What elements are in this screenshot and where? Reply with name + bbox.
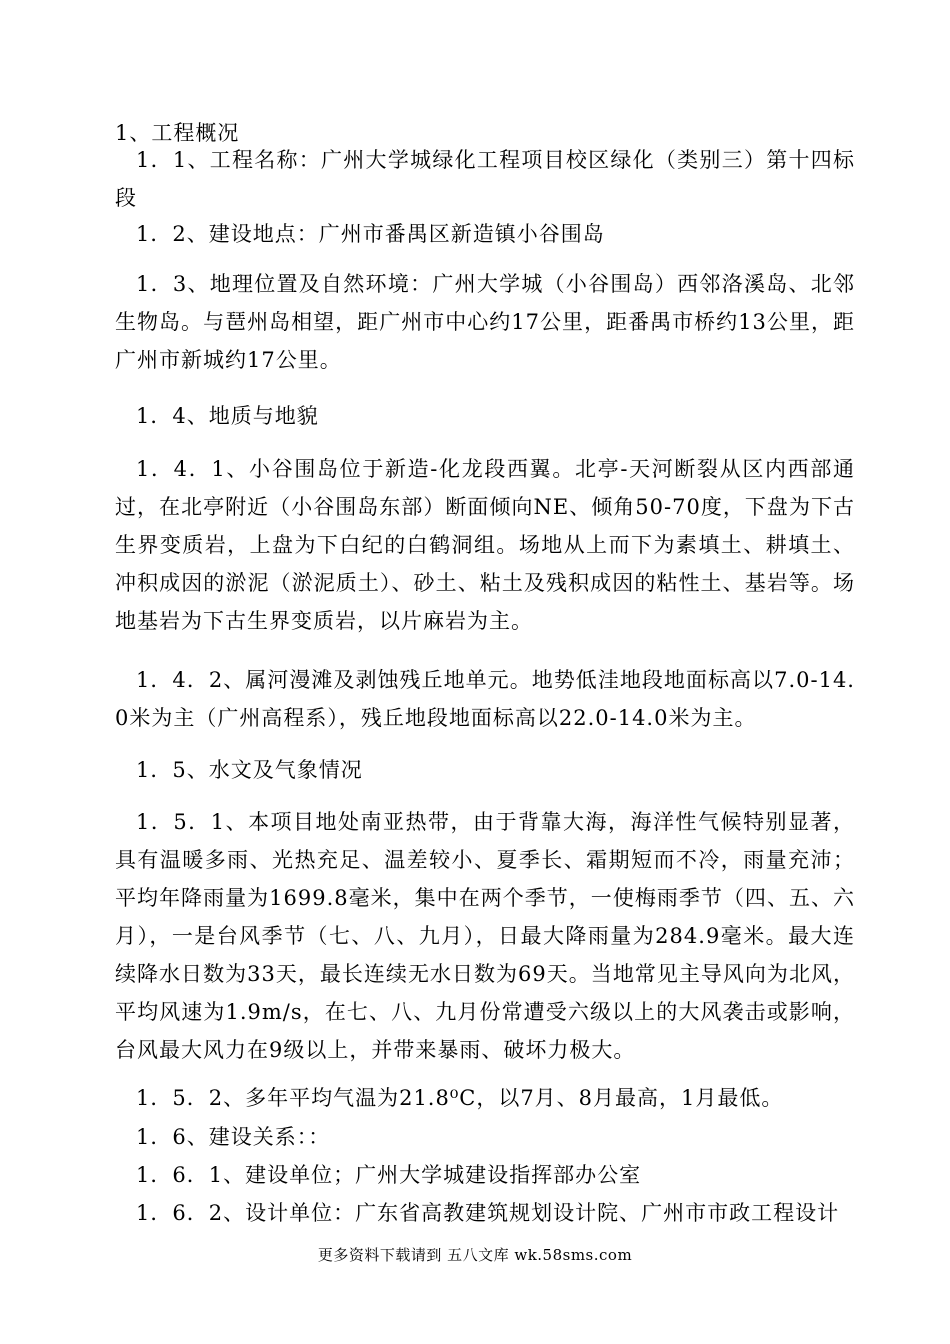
heading-construction-relations: 1．6、建设关系：： <box>136 1125 331 1149</box>
paragraph-location-environment: 1．3、地理位置及自然环境：广州大学城（小谷围岛）西邻洛溪岛、北邻生物岛。与琶州岛相望，距广州市中心约17公里，距番禺市桥约13公里，距广州市新城约17公里。 <box>115 272 855 372</box>
paragraph-construction-site: 1．2、建设地点：广州市番禺区新造镇小谷围岛 <box>136 222 605 246</box>
section-title-engineering-overview: 1、工程概况 <box>115 121 240 145</box>
paragraph-climate-detail: 1．5．1、本项目地处南亚热带，由于背靠大海，海洋性气候特别显著，具有温暖多雨、光热充足、温差较小、夏季长、霜期短而不冷，雨量充沛；平均年降雨量为1699.8毫米，集中在两个季节，一使梅雨季节（四、五、六月），一是台风季节（七、八、九月），日最大降雨量为284.9毫米。最大连续降水日数为33天，最长连续无水日数为69天。当地常见主导风向为北风，平均风速为1.9m/s，在七、八、九月份常遭受六级以上的大风袭击或影响，台风最大风力在9级以上，并带来暴雨、破坏力极大。 <box>115 810 855 1062</box>
heading-geology-landform: 1．4、地质与地貌 <box>136 404 319 428</box>
paragraph-construction-unit: 1．6．1、建设单位；广州大学城建设指挥部办公室 <box>136 1163 642 1187</box>
paragraph-project-name: 1．1、工程名称：广州大学城绿化工程项目校区绿化（类别三）第十四标段 <box>115 148 855 210</box>
paragraph-landform-unit: 1．4．2、属河漫滩及剥蚀残丘地单元。地势低洼地段地面标高以7.0-14.0米为主（广州高程系），残丘地段地面标高以22.0-14.0米为主。 <box>115 668 855 730</box>
heading-hydrology-climate: 1．5、水文及气象情况 <box>136 758 363 782</box>
paragraph-geology-detail: 1．4．1、小谷围岛位于新造-化龙段西翼。北亭-天河断裂从区内西部通过，在北亭附近（小谷围岛东部）断面倾向NE、倾角50-70度，下盘为下古生界变质岩，上盘为下白纪的白鹤洞组。场地从上而下为素填土、耕填土、冲积成因的淤泥（淤泥质土）、砂土、粘土及残积成因的粘性土、基岩等。场地基岩为下古生界变质岩，以片麻岩为主。 <box>115 457 855 633</box>
paragraph-design-unit: 1．6．2、设计单位：广东省高教建筑规划设计院、广州市市政工程设计 <box>136 1201 840 1225</box>
footer-download-note: 更多资料下载请到 五八文库 wk.58sms.com <box>317 1246 633 1264</box>
paragraph-temperature: 1．5．2、多年平均气温为21.8⁰C，以7月、8月最高，1月最低。 <box>136 1086 784 1110</box>
